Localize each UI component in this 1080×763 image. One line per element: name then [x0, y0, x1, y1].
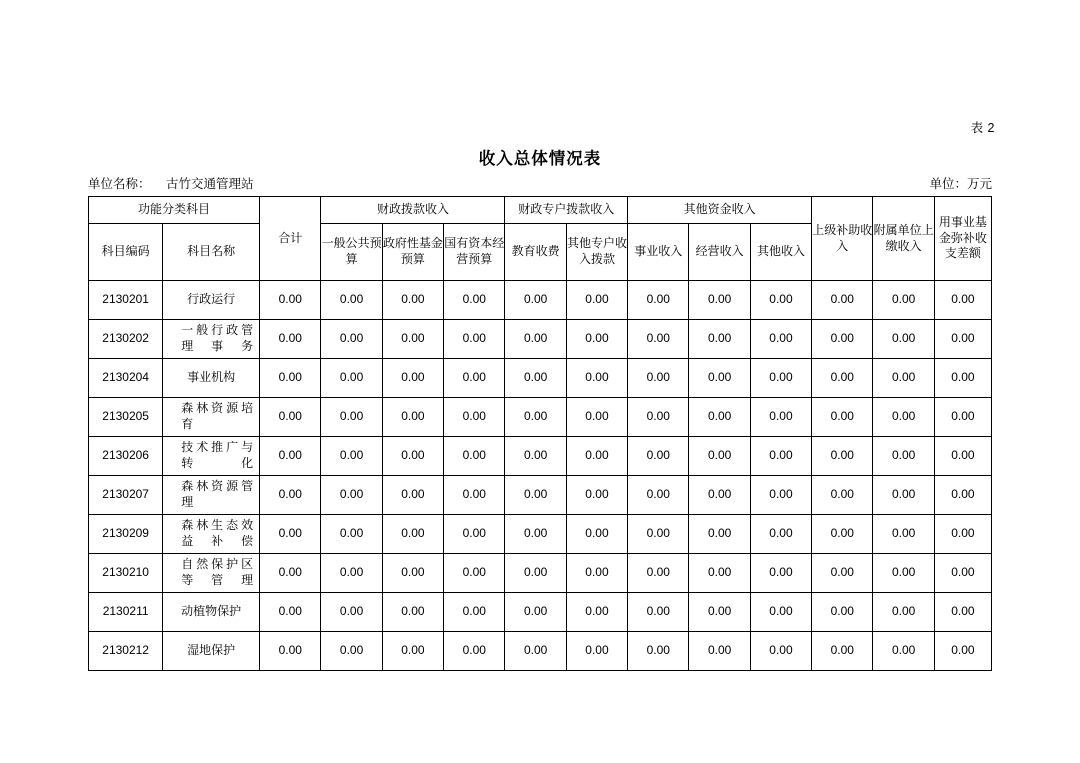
cell-amount: 0.00 [444, 632, 505, 671]
cell-amount: 0.00 [689, 515, 750, 554]
income-summary-table [88, 196, 992, 671]
cell-amount: 0.00 [873, 476, 934, 515]
cell-subject-code: 2130209 [89, 515, 163, 554]
subject-name-text: 技术推广与转化 [181, 440, 254, 470]
cell-amount: 0.00 [934, 359, 991, 398]
cell-subject-code: 2130201 [89, 281, 163, 320]
table-header [89, 197, 992, 281]
cell-amount: 0.00 [750, 593, 811, 632]
cell-amount: 0.00 [444, 320, 505, 359]
cell-amount: 0.00 [444, 515, 505, 554]
cell-amount: 0.00 [566, 398, 627, 437]
cell-amount: 0.00 [934, 593, 991, 632]
cell-subject-name [163, 632, 260, 671]
page-title: 收入总体情况表 [478, 150, 602, 168]
cell-amount: 0.00 [750, 320, 811, 359]
cell-amount: 0.00 [566, 281, 627, 320]
cell-amount: 0.00 [444, 398, 505, 437]
cell-amount: 0.00 [689, 398, 750, 437]
cell-amount: 0.00 [382, 515, 443, 554]
cell-amount: 0.00 [566, 437, 627, 476]
cell-amount: 0.00 [566, 320, 627, 359]
cell-amount: 0.00 [260, 593, 321, 632]
header-group-category: 功能分类科目 [89, 197, 260, 224]
cell-subject-name [163, 554, 260, 593]
cell-subject-name [163, 593, 260, 632]
table-row [89, 320, 992, 359]
cell-amount: 0.00 [812, 320, 873, 359]
cell-amount: 0.00 [321, 437, 382, 476]
header-col-state-capital: 国有资本经营预算 [444, 224, 505, 281]
cell-amount: 0.00 [444, 593, 505, 632]
cell-subject-name [163, 515, 260, 554]
cell-amount: 0.00 [260, 554, 321, 593]
cell-amount: 0.00 [689, 437, 750, 476]
cell-amount: 0.00 [321, 281, 382, 320]
table-row [89, 398, 992, 437]
header-group-special: 财政专户拨款收入 [505, 197, 628, 224]
header-col-other-income: 其他收入 [750, 224, 811, 281]
cell-amount: 0.00 [566, 632, 627, 671]
cell-amount: 0.00 [689, 632, 750, 671]
cell-amount: 0.00 [382, 593, 443, 632]
cell-amount: 0.00 [628, 398, 689, 437]
cell-amount: 0.00 [812, 476, 873, 515]
cell-amount: 0.00 [689, 554, 750, 593]
cell-amount: 0.00 [505, 515, 566, 554]
cell-amount: 0.00 [321, 359, 382, 398]
cell-amount: 0.00 [444, 281, 505, 320]
cell-amount: 0.00 [628, 515, 689, 554]
cell-amount: 0.00 [628, 476, 689, 515]
cell-amount: 0.00 [934, 398, 991, 437]
cell-subject-code: 2130202 [89, 320, 163, 359]
cell-amount: 0.00 [934, 281, 991, 320]
cell-subject-name [163, 320, 260, 359]
cell-amount: 0.00 [505, 593, 566, 632]
cell-subject-code: 2130210 [89, 554, 163, 593]
header-row-groups [89, 197, 992, 224]
subject-name-text: 事业机构 [187, 370, 236, 385]
cell-amount: 0.00 [934, 320, 991, 359]
cell-amount: 0.00 [628, 437, 689, 476]
header-col-gov-fund: 政府性基金预算 [382, 224, 443, 281]
cell-amount: 0.00 [505, 632, 566, 671]
cell-amount: 0.00 [505, 359, 566, 398]
unit-name-group [88, 174, 254, 192]
cell-amount: 0.00 [812, 515, 873, 554]
cell-amount: 0.00 [873, 398, 934, 437]
cell-subject-code: 2130211 [89, 593, 163, 632]
cell-amount: 0.00 [566, 554, 627, 593]
header-col-business-income: 事业收入 [628, 224, 689, 281]
cell-amount: 0.00 [260, 437, 321, 476]
cell-amount: 0.00 [873, 632, 934, 671]
cell-amount: 0.00 [382, 476, 443, 515]
cell-amount: 0.00 [812, 437, 873, 476]
header-col-other-special: 其他专户收入拨款 [566, 224, 627, 281]
cell-amount: 0.00 [750, 359, 811, 398]
cell-amount: 0.00 [750, 281, 811, 320]
cell-amount: 0.00 [260, 320, 321, 359]
cell-amount: 0.00 [260, 281, 321, 320]
table-row [89, 632, 992, 671]
cell-amount: 0.00 [812, 281, 873, 320]
subject-name-text: 森林生态效益补偿 [181, 518, 254, 548]
cell-amount: 0.00 [812, 554, 873, 593]
cell-amount: 0.00 [689, 359, 750, 398]
cell-amount: 0.00 [934, 554, 991, 593]
cell-amount: 0.00 [382, 554, 443, 593]
header-group-other-funds: 其他资金收入 [628, 197, 812, 224]
cell-subject-code: 2130204 [89, 359, 163, 398]
unit-name-label: 单位名称： [88, 177, 151, 191]
cell-amount: 0.00 [505, 320, 566, 359]
subject-name-text: 一般行政管理事务 [181, 323, 254, 353]
cell-amount: 0.00 [750, 476, 811, 515]
cell-amount: 0.00 [382, 632, 443, 671]
header-col-general-public: 一般公共预算 [321, 224, 382, 281]
cell-amount: 0.00 [873, 515, 934, 554]
cell-amount: 0.00 [873, 593, 934, 632]
cell-amount: 0.00 [750, 632, 811, 671]
cell-subject-name [163, 476, 260, 515]
subject-name-text: 湿地保护 [187, 643, 236, 658]
cell-amount: 0.00 [812, 632, 873, 671]
subject-name-text: 森林资源培育 [181, 401, 254, 431]
cell-amount: 0.00 [566, 593, 627, 632]
cell-amount: 0.00 [444, 554, 505, 593]
table-row [89, 359, 992, 398]
cell-amount: 0.00 [260, 398, 321, 437]
table-row [89, 593, 992, 632]
cell-amount: 0.00 [321, 515, 382, 554]
cell-amount: 0.00 [382, 437, 443, 476]
header-col-operating-income: 经营收入 [689, 224, 750, 281]
meta-row [88, 174, 992, 192]
cell-amount: 0.00 [321, 593, 382, 632]
table-body [89, 281, 992, 671]
cell-amount: 0.00 [382, 359, 443, 398]
cell-amount: 0.00 [382, 398, 443, 437]
cell-amount: 0.00 [566, 515, 627, 554]
amount-unit-label: 单位：万元 [929, 177, 992, 191]
table-number: 表 2 [970, 121, 995, 135]
cell-amount: 0.00 [628, 359, 689, 398]
unit-name-value: 古竹交通管理站 [166, 177, 254, 191]
cell-amount: 0.00 [812, 593, 873, 632]
cell-amount: 0.00 [505, 476, 566, 515]
table-row [89, 437, 992, 476]
cell-amount: 0.00 [321, 632, 382, 671]
cell-amount: 0.00 [873, 320, 934, 359]
cell-amount: 0.00 [628, 593, 689, 632]
cell-amount: 0.00 [505, 437, 566, 476]
header-col-code: 科目编码 [89, 224, 163, 281]
header-col-name: 科目名称 [163, 224, 260, 281]
cell-amount: 0.00 [566, 359, 627, 398]
cell-subject-name [163, 437, 260, 476]
cell-amount: 0.00 [628, 632, 689, 671]
cell-amount: 0.00 [444, 359, 505, 398]
cell-amount: 0.00 [750, 515, 811, 554]
cell-amount: 0.00 [505, 281, 566, 320]
table-row [89, 515, 992, 554]
cell-amount: 0.00 [750, 398, 811, 437]
cell-subject-code: 2130212 [89, 632, 163, 671]
header-group-fiscal: 财政拨款收入 [321, 197, 505, 224]
cell-subject-code: 2130205 [89, 398, 163, 437]
cell-subject-code: 2130206 [89, 437, 163, 476]
cell-amount: 0.00 [321, 398, 382, 437]
cell-amount: 0.00 [689, 320, 750, 359]
cell-amount: 0.00 [444, 437, 505, 476]
header-col-subordinate-paid: 附属单位上缴收入 [873, 197, 934, 281]
header-col-total: 合计 [260, 197, 321, 281]
cell-amount: 0.00 [689, 281, 750, 320]
cell-amount: 0.00 [321, 476, 382, 515]
cell-subject-code: 2130207 [89, 476, 163, 515]
cell-amount: 0.00 [260, 515, 321, 554]
cell-amount: 0.00 [750, 437, 811, 476]
cell-amount: 0.00 [260, 359, 321, 398]
subject-name-text: 行政运行 [187, 292, 236, 307]
cell-amount: 0.00 [934, 632, 991, 671]
header-col-education-fee: 教育收费 [505, 224, 566, 281]
cell-amount: 0.00 [321, 554, 382, 593]
cell-amount: 0.00 [689, 593, 750, 632]
header-col-fund-balance: 用事业基金弥补收支差额 [934, 197, 991, 281]
cell-amount: 0.00 [873, 437, 934, 476]
cell-amount: 0.00 [382, 281, 443, 320]
subject-name-text: 动植物保护 [181, 604, 242, 619]
cell-amount: 0.00 [321, 320, 382, 359]
cell-amount: 0.00 [873, 281, 934, 320]
cell-amount: 0.00 [628, 320, 689, 359]
cell-amount: 0.00 [382, 320, 443, 359]
cell-amount: 0.00 [873, 554, 934, 593]
table-row [89, 554, 992, 593]
header-col-superior-subsidy: 上级补助收入 [812, 197, 873, 281]
cell-amount: 0.00 [934, 437, 991, 476]
cell-amount: 0.00 [505, 398, 566, 437]
cell-amount: 0.00 [689, 476, 750, 515]
cell-subject-name [163, 398, 260, 437]
cell-amount: 0.00 [873, 359, 934, 398]
table-row [89, 476, 992, 515]
cell-amount: 0.00 [505, 554, 566, 593]
cell-amount: 0.00 [934, 515, 991, 554]
cell-subject-name [163, 359, 260, 398]
table-row [89, 281, 992, 320]
cell-amount: 0.00 [750, 554, 811, 593]
cell-amount: 0.00 [444, 476, 505, 515]
cell-amount: 0.00 [934, 476, 991, 515]
cell-amount: 0.00 [260, 476, 321, 515]
subject-name-text: 自然保护区等管理 [181, 557, 254, 587]
cell-amount: 0.00 [812, 398, 873, 437]
cell-amount: 0.00 [260, 632, 321, 671]
cell-amount: 0.00 [812, 359, 873, 398]
subject-name-text: 森林资源管理 [181, 479, 254, 509]
cell-amount: 0.00 [628, 281, 689, 320]
cell-amount: 0.00 [628, 554, 689, 593]
cell-subject-name [163, 281, 260, 320]
cell-amount: 0.00 [566, 476, 627, 515]
